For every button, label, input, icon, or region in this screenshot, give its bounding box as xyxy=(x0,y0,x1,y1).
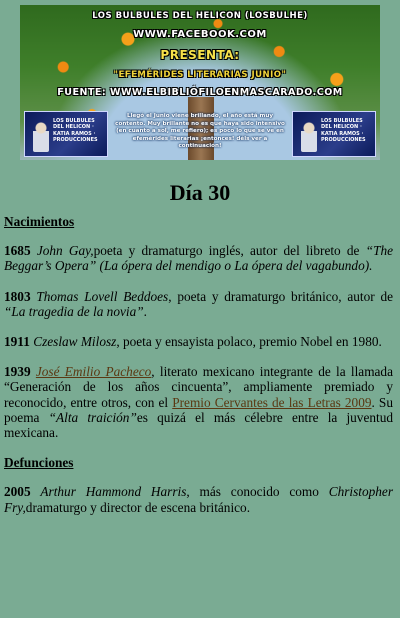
entry-text: , literato mexicano integrante de la llamada “Generación de los años cincuenta”, ampliamente premiado y reconocido, entre otros, con el xyxy=(4,364,393,410)
entry-person: Thomas Lovell Beddoes xyxy=(36,288,169,304)
angel-figure-icon xyxy=(33,122,49,152)
banner-line-3: PRESENTA: xyxy=(160,48,240,62)
entry-person-alias: Christopher Fry, xyxy=(4,484,394,515)
entry-text: . Su poema xyxy=(4,394,393,425)
section-title-nacimientos: Nacimientos xyxy=(4,214,75,229)
entry-text: , poeta y dramaturgo británico, autor de xyxy=(168,288,393,304)
entry-1939 xyxy=(4,364,393,440)
entry-year: 2005 xyxy=(4,484,31,500)
link-premio-cervantes[interactable]: Premio Cervantes de las Letras 2009 xyxy=(172,394,372,410)
entry-1911 xyxy=(4,334,393,349)
entry-text: dramaturgo y director de escena británico. xyxy=(25,499,251,515)
entry-1685 xyxy=(4,243,393,273)
entry-2005 xyxy=(4,484,393,514)
banner-line-5: FUENTE: WWW.ELBIBLIÓFILOENMASCARADO.COM xyxy=(57,87,343,98)
entry-text: es quizá el más célebre entre la juventud mexicana. xyxy=(4,409,393,441)
entry-year: 1939 xyxy=(4,364,31,380)
day-title: Día 30 xyxy=(169,180,231,205)
entry-person: Arthur Hammond Harris xyxy=(40,484,187,500)
banner-thumbnail-right xyxy=(292,111,376,157)
banner-line-1: LOS BULBULES DEL HELICON (LOSBULHE) xyxy=(92,11,308,21)
banner-line-2: WWW.FACEBOOK.COM xyxy=(133,29,267,40)
thumbnail-left-text: LOS BULBULES DEL HELICON · KATIA RAMOS · PRODUCCIONES xyxy=(53,118,98,143)
article-body xyxy=(4,214,393,530)
banner-line-4: "EFEMÉRIDES LITERARIAS JUNIO" xyxy=(113,70,287,80)
entry-text: poeta y dramaturgo inglés, autor del libreto de xyxy=(93,243,366,259)
entry-work: “The Beggar’s Opera” (La ópera del mendigo o La ópera del vagabundo). xyxy=(4,243,394,274)
entry-text: , poeta y ensayista polaco, premio Nobel en 1980. xyxy=(116,334,382,350)
entry-text: . xyxy=(143,303,147,319)
entry-person: Czeslaw Milosz xyxy=(33,334,117,350)
thumbnail-right-text: LOS BULBULES DEL HELICON · KATIA RAMOS · PRODUCCIONES xyxy=(321,118,366,143)
entry-year: 1803 xyxy=(4,288,31,304)
entry-text: , más conocido como xyxy=(186,484,329,500)
angel-figure-icon xyxy=(301,122,317,152)
entry-work: “Alta traición” xyxy=(48,409,137,425)
section-title-defunciones: Defunciones xyxy=(4,455,74,471)
link-jose-emilio-pacheco[interactable]: José Emilio Pacheco xyxy=(35,364,152,380)
banner-center-text: Llegó el Junio viene brillando, el año está muy contento. Muy brillante no es que haya sido intensivo (en cuanto a sol, me refiero); es poco lo que se ve en efemérides literarias ¡entonces! déls ver a continuación! xyxy=(115,113,285,150)
entry-person: John Gay, xyxy=(36,243,94,259)
entry-year: 1685 xyxy=(4,243,31,259)
banner-thumbnail-left xyxy=(24,111,108,157)
entry-year: 1911 xyxy=(4,334,30,350)
entry-1803 xyxy=(4,289,393,319)
entry-work: “La tragedia de la novia” xyxy=(4,303,144,319)
header-banner-image xyxy=(20,5,380,160)
